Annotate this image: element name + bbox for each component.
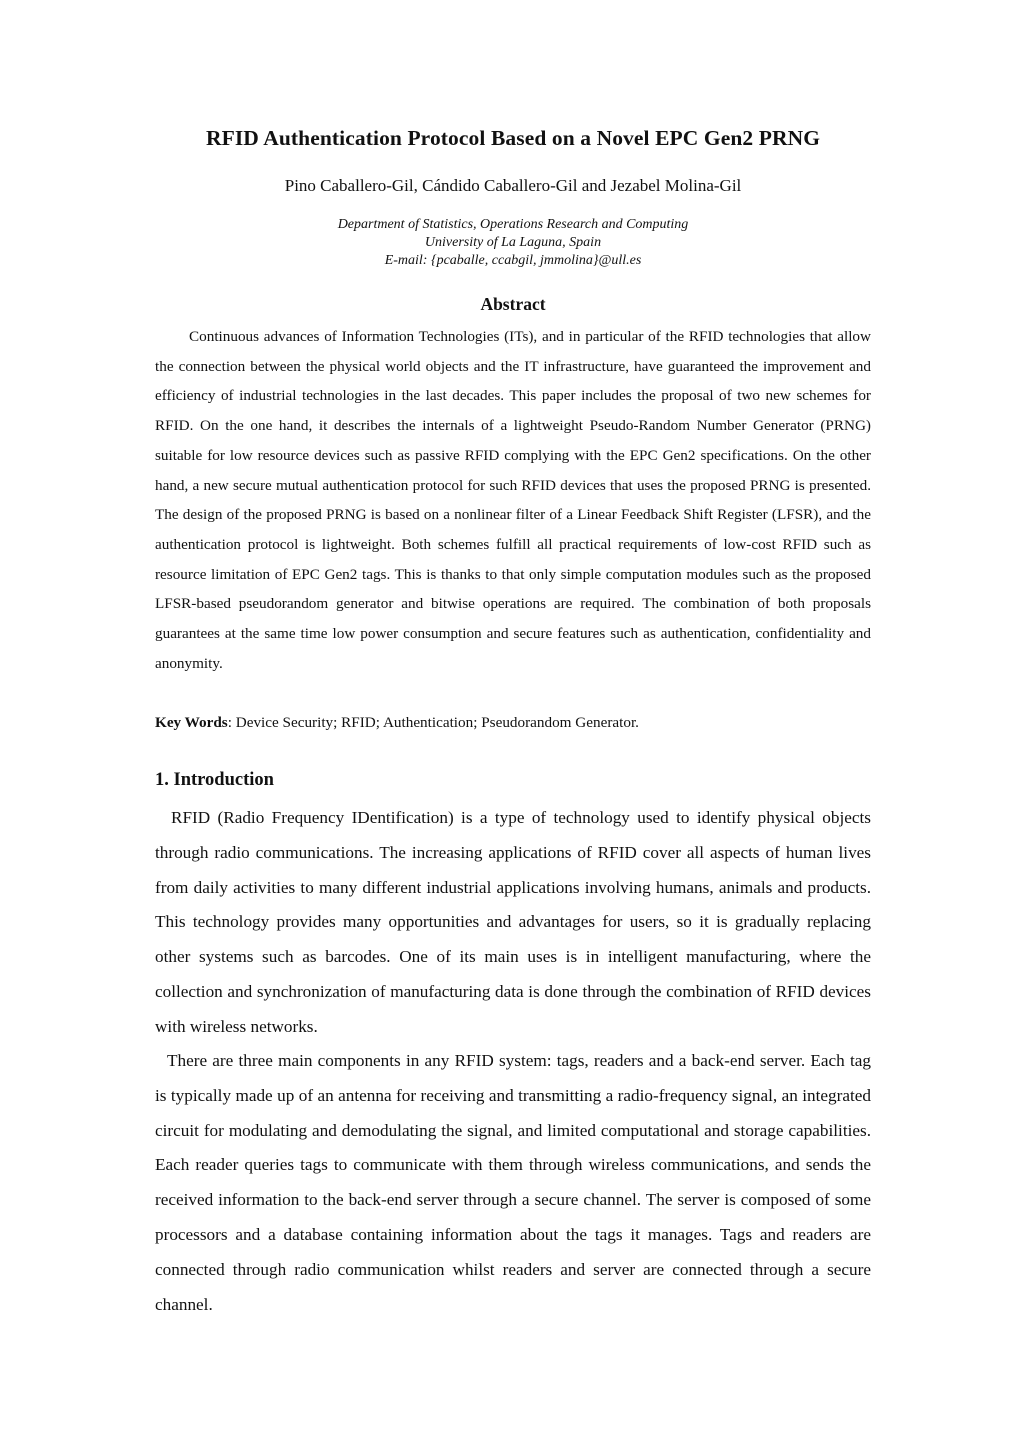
- affiliation-department: Department of Statistics, Operations Research and Computing: [337, 217, 689, 232]
- abstract-heading: Abstract: [480, 294, 546, 314]
- affiliation-email: E-mail: {pcaballe, ccabgil, jmmolina}@ull.es: [384, 253, 642, 268]
- abstract-text: Continuous advances of Information Technologies (ITs), and in particular of the RFID technologies that allow the connection between the physical world objects and the IT infrastructure, have guaranteed the improvement and efficiency of industrial technologies in the last decades. This paper includes the proposal of two new schemes for RFID. On the one hand, it describes the internals of a lightweight Pseudo-Random Number Generator (PRNG) suitable for low resource devices such as passive RFID complying with the EPC Gen2 specifications. On the other hand, a new secure mutual authentication protocol for such RFID devices that uses the proposed PRNG is presented. The design of the proposed PRNG is based on a nonlinear filter of a Linear Feedback Shift Register (LFSR), and the authentication protocol is lightweight. Both schemes fulfill all practical requirements of low-cost RFID such as resource limitation of EPC Gen2 tags. This is thanks to that only simple computation modules such as the proposed LFSR-based pseudorandom generator and bitwise operations are required. The combination of both proposals guarantees at the same time low power consumption and secure features such as authentication, confidentiality and anonymity.: [155, 328, 871, 672]
- keywords-text: : Device Security; RFID; Authentication; Pseudorandom Generator.: [227, 714, 639, 731]
- author-list: Pino Caballero-Gil, Cándido Caballero-Gil and Jezabel Molina-Gil: [284, 176, 742, 195]
- keywords-line: [155, 708, 871, 737]
- intro-paragraph: There are three main components in any RFID system: tags, readers and a back-end server. Each tag is typically made up of an antenna for receiving and transmitting a radio-frequency signal, an integrated circuit for modulating and demodulating the signal, and limited computational and storage capabilities. Each reader queries tags to communicate with them through wireless communications, and sends the received information to the back-end server through a secure channel. The server is composed of some processors and a database containing information about the tags it manages. Tags and readers are connected through radio communication whilst readers and server are connected through a secure channel.: [155, 1051, 871, 1314]
- section-heading-introduction: 1. Introduction: [155, 770, 274, 790]
- affiliation-block: [155, 216, 871, 270]
- keywords-label: Key Words: [155, 714, 228, 731]
- intro-paragraph: RFID (Radio Frequency IDentification) is a type of technology used to identify physical objects through radio communications. The increasing applications of RFID cover all aspects of human lives from daily activities to many different industrial applications involving humans, animals and products. This technology provides many opportunities and advantages for users, so it is gradually replacing other systems such as barcodes. One of its main uses is in intelligent manufacturing, where the collection and synchronization of manufacturing data is done through the combination of RFID devices with wireless networks.: [155, 808, 871, 1036]
- affiliation-university: University of La Laguna, Spain: [424, 235, 602, 250]
- paper-title: RFID Authentication Protocol Based on a Novel EPC Gen2 PRNG: [205, 126, 821, 150]
